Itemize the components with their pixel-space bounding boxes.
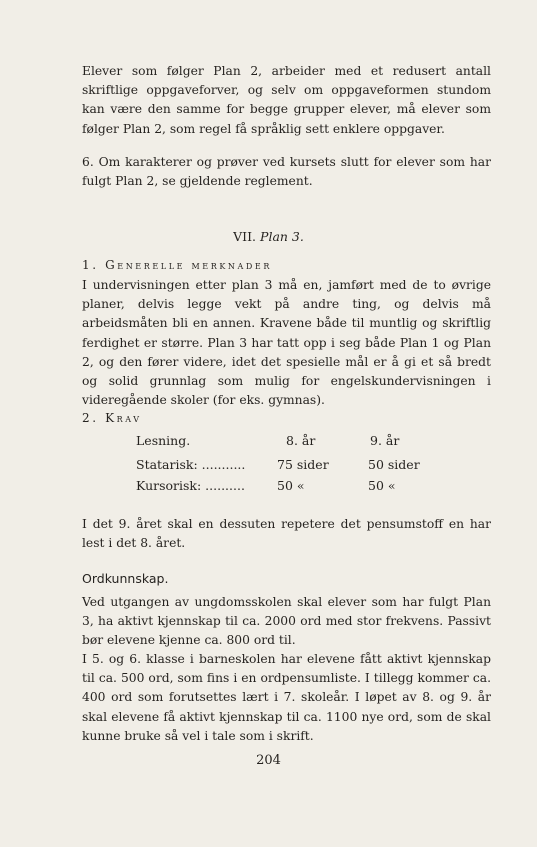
paragraph-repeat: I det 9. året skal en dessuten repetere det pensumstoff en har lest i det 8. året. (82, 517, 491, 551)
table-header-year9: 9. år (370, 433, 400, 448)
paragraph-vocabulary-goal: Ved utgangen av ungdomsskolen skal elever som har fulgt Plan 3, ha aktivt kjennskap til ca. 2000 ord med stor frekvens. Passivt bør elevene kjenne ca. 800 ord til. (82, 595, 491, 648)
table-row-label: Kursorisk: .......... (136, 478, 245, 493)
heading-number: 2. (82, 411, 99, 425)
table-header-reading: Lesning. (136, 433, 191, 448)
page-number: 204 (256, 753, 281, 768)
paragraph-vocabulary-detail: I 5. og 6. klasse i barneskolen har elevene fått aktivt kjennskap til ca. 500 ord, som fins i en ordpensumliste. I tillegg kommer ca. 400 ord som forutsettes lært i 7. skoleår. I løpet av 8. og 9. år skal elevene få aktivt kjennskap til ca. 1100 nye ord, som de skal kunne bruke så vel i tale som i skrift. (82, 652, 491, 743)
heading-general-remarks (82, 256, 272, 275)
table-cell: 50 « (277, 478, 305, 493)
heading-requirements (82, 409, 142, 428)
paragraph-plan3-intro: I undervisningen etter plan 3 må en, jamført med de to øvrige planer, delvis legge vekt på andre ting, og delvis må arbeidsmåten bli en annen. Kravene både til muntlig og skriftlig ferdighet er større. Plan 3 har tatt opp i seg både Plan 1 og Plan 2, og den fører videre, idet det spesielle mål er å gi et så bredt og solid grunnlag som mulig for engelskundervisningen i videregående skoler (for eks. gymnas). (82, 278, 491, 408)
section-name: Plan 3. (260, 229, 304, 244)
heading-text: Krav (105, 411, 142, 425)
heading-text: Generelle merknader (105, 258, 272, 272)
paragraph-plan2-written: Elever som følger Plan 2, arbeider med et redusert antall skriftlige oppgaveforver, og selv om oppgaveformen stundom kan være den samme for begge grupper elever, må elever som følger Plan 2, som regel få språklig sett enklere oppgaver. (82, 64, 491, 136)
section-title (0, 229, 537, 244)
subheading-vocabulary: Ordkunnskap. (82, 571, 169, 586)
table-header-year8: 8. år (286, 433, 316, 448)
paragraph-grades: 6. Om karakterer og prøver ved kursets slutt for elever som har fulgt Plan 2, se gjeldende reglement. (82, 155, 491, 189)
table-cell: 50 « (368, 478, 396, 493)
heading-number: 1. (82, 258, 99, 272)
table-row-label: Statarisk: ........... (136, 457, 246, 472)
section-roman: VII. (233, 229, 257, 244)
table-cell: 75 sider (277, 457, 329, 472)
table-cell: 50 sider (368, 457, 420, 472)
